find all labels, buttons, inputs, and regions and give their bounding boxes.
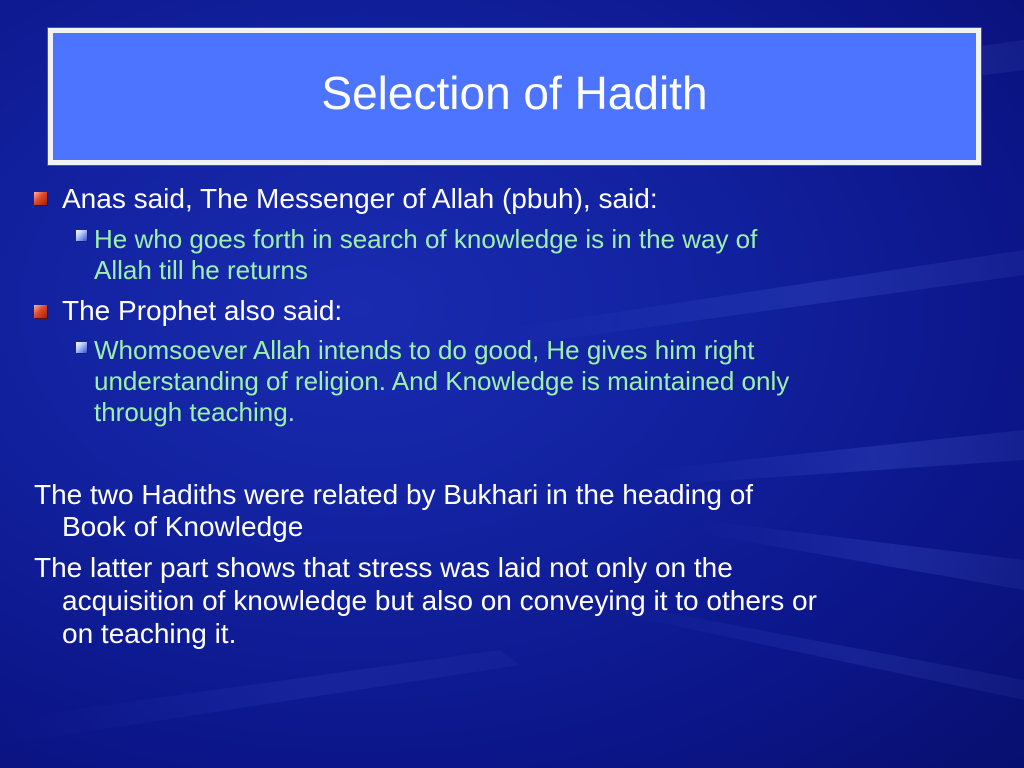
red-square-bullet-icon	[34, 305, 47, 318]
sub-bullet-line: through teaching.	[94, 397, 295, 427]
paragraph-line: Book of Knowledge	[62, 511, 304, 542]
paragraph-line: on teaching it.	[62, 618, 237, 649]
sub-bullet-line: Allah till he returns	[94, 255, 308, 285]
bullet-text: The Prophet also said:	[62, 295, 343, 326]
paragraph-line: The latter part shows that stress was laid not only on the	[34, 552, 733, 583]
paragraph-line: The two Hadiths were related by Bukhari in the heading of	[34, 479, 754, 510]
blue-square-bullet-icon	[76, 342, 87, 353]
sub-bullet-line: He who goes forth in search of knowledge is in the way of	[94, 224, 758, 254]
slide-title: Selection of Hadith	[321, 66, 708, 119]
blue-square-bullet-icon	[76, 230, 87, 241]
red-square-bullet-icon	[34, 192, 47, 205]
bullet-text: Anas said, The Messenger of Allah (pbuh), said:	[62, 183, 658, 214]
sub-bullet-line: understanding of religion. And Knowledge is maintained only	[94, 366, 790, 396]
sub-bullet-line: Whomsoever Allah intends to do good, He gives him right	[94, 335, 755, 365]
paragraph-line: acquisition of knowledge but also on conveying it to others or	[62, 585, 817, 616]
